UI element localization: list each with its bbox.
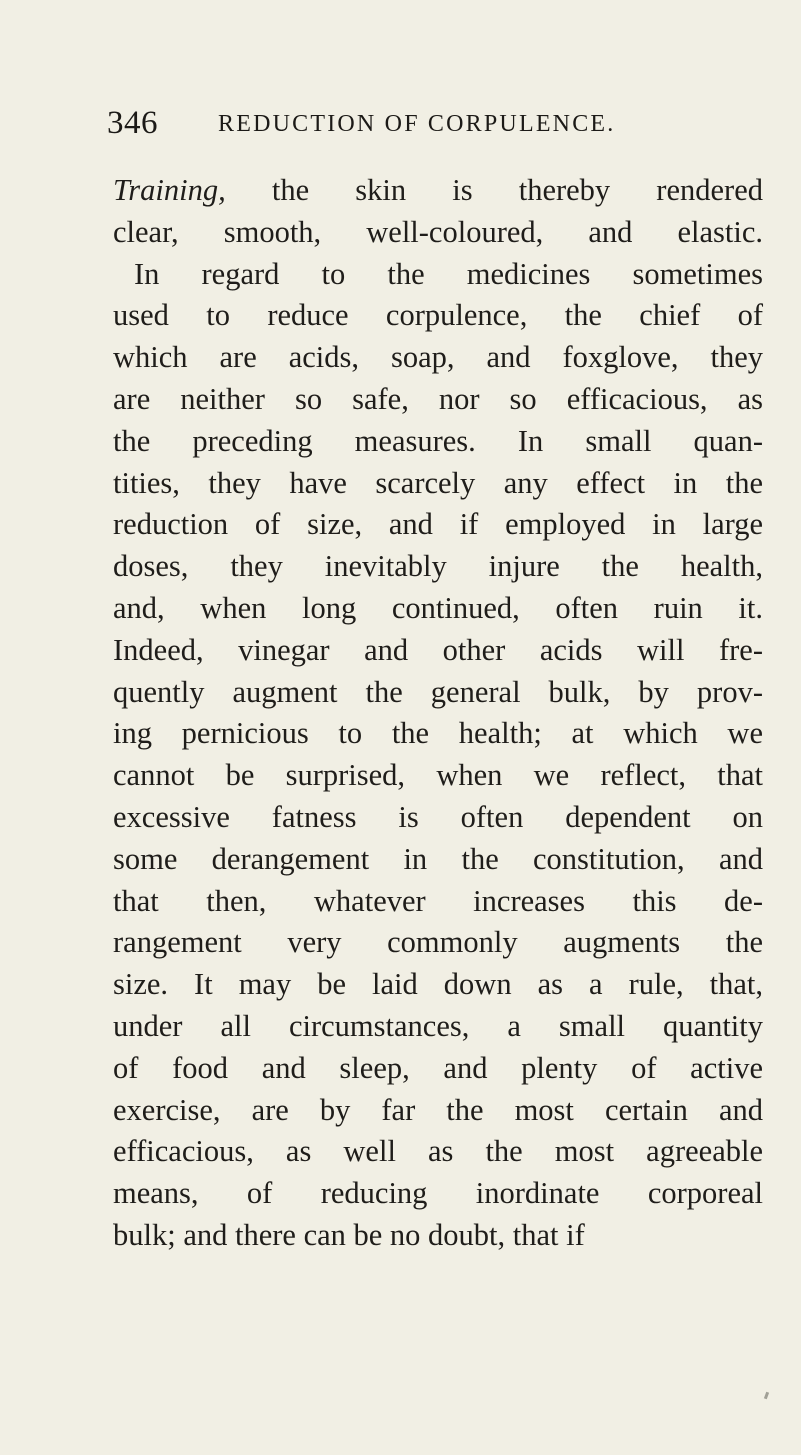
running-title: REDUCTION OF CORPULENCE. (218, 111, 616, 137)
text-line: reduction of size, and if employed in large (113, 507, 763, 542)
page-number: 346 (107, 105, 158, 141)
text-line: efficacious, as well as the most agreeable (113, 1134, 763, 1169)
text-line: which are acids, soap, and foxglove, they (113, 340, 763, 375)
body-text (113, 170, 763, 1257)
text-line: doses, they inevitably injure the health, (113, 549, 763, 584)
text-line: Indeed, vinegar and other acids will fre- (113, 632, 763, 667)
text-line: used to reduce corpulence, the chief of (113, 298, 763, 333)
text-line: rangement very commonly augments the (113, 925, 763, 960)
text-line-rest: the skin is thereby rendered (225, 173, 763, 207)
text-line: of food and sleep, and plenty of active (113, 1050, 763, 1085)
text-line: cannot be surprised, when we reflect, that (113, 758, 763, 793)
running-head (107, 100, 747, 146)
text-line (113, 170, 763, 212)
paper-speck (764, 1392, 769, 1400)
text-line: size. It may be laid down as a rule, that, (113, 967, 763, 1002)
text-line: tities, they have scarcely any effect in the (113, 465, 763, 500)
text-line: quently augment the general bulk, by prov- (113, 674, 763, 709)
text-line: means, of reducing inordinate corporeal (113, 1176, 763, 1211)
text-line: clear, smooth, well-coloured, and elastic. (113, 214, 763, 249)
text-line: under all circumstances, a small quantity (113, 1008, 763, 1043)
text-line: bulk; and there can be no doubt, that if (113, 1217, 585, 1252)
text-line: are neither so safe, nor so efficacious, as (113, 381, 763, 416)
emphasized-word: Training, (113, 173, 226, 207)
text-line: exercise, are by far the most certain and (113, 1092, 763, 1127)
text-line: In regard to the medicines sometimes (134, 256, 763, 291)
text-line: that then, whatever increases this de- (113, 883, 763, 918)
text-line: ing pernicious to the health; at which we (113, 716, 763, 751)
text-line: excessive fatness is often dependent on (113, 799, 763, 834)
text-line: and, when long continued, often ruin it. (113, 590, 763, 625)
text-line: the preceding measures. In small quan- (113, 423, 763, 458)
text-line: some derangement in the constitution, and (113, 841, 763, 876)
